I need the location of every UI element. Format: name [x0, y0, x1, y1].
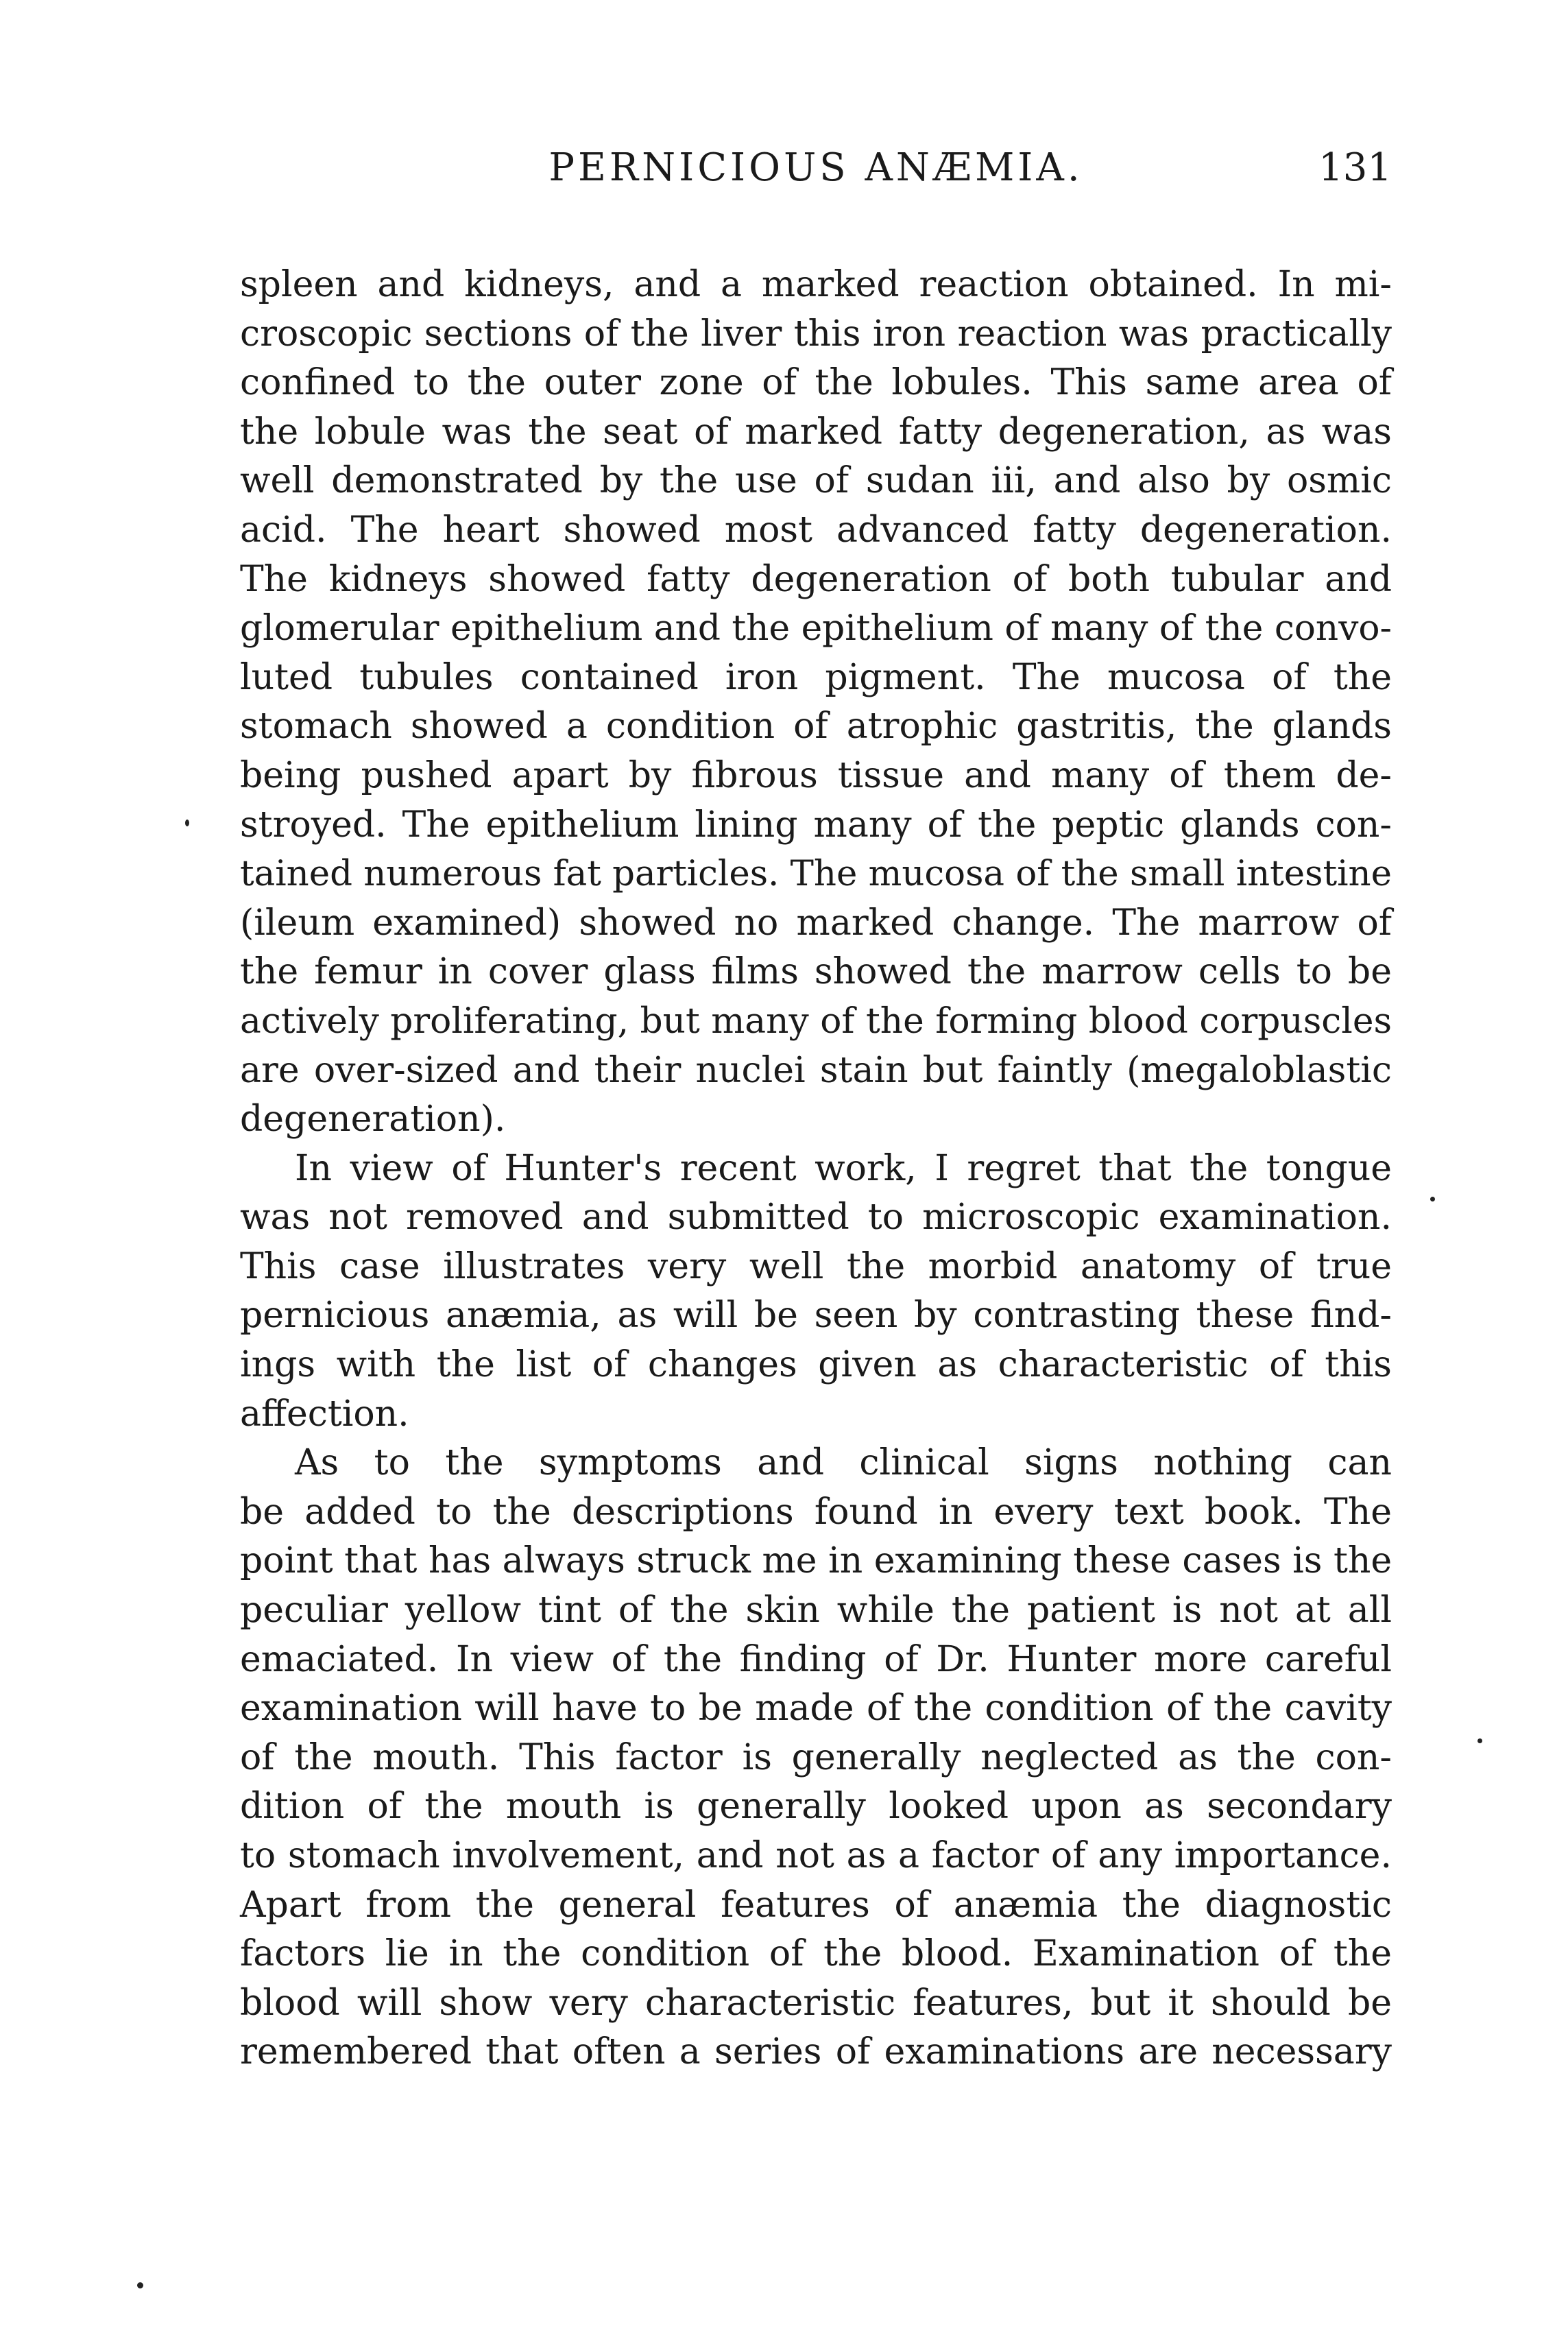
paragraph-1 — [240, 261, 1392, 1145]
text-line: of the mouth. This factor is generally neglected as the con- — [240, 1736, 1392, 1778]
text-line: to stomach involvement, and not as a factor of any importance. — [240, 1835, 1392, 1876]
text-line: stroyed. The epithelium lining many of the peptic glands con- — [240, 804, 1392, 846]
text-line: dition of the mouth is generally looked upon as secondary — [240, 1786, 1392, 1828]
text-line: (ileum examined) showed no marked change. The marrow of — [240, 902, 1392, 944]
text-line: point that has always struck me in examining these cases is the — [240, 1540, 1392, 1582]
text-line: As to the symptoms and clinical signs nothing can — [295, 1442, 1392, 1484]
text-line: degeneration). — [240, 1099, 506, 1140]
text-line: well demonstrated by the use of sudan iii, and also by osmic — [240, 460, 1392, 502]
text-line: emaciated. In view of the finding of Dr. Hunter more careful — [240, 1638, 1392, 1680]
text-line: remembered that often a series of examinations are necessary — [240, 2031, 1392, 2073]
text-line: the femur in cover glass films showed the marrow cells to be — [240, 951, 1392, 993]
text-line: croscopic sections of the liver this iron reaction was practically — [240, 313, 1392, 355]
scan-speck — [1430, 1197, 1435, 1201]
text-line: spleen and kidneys, and a marked reaction obtained. In mi- — [240, 264, 1392, 305]
text-line: factors lie in the condition of the blood. Examination of the — [240, 1933, 1392, 1975]
text-line: glomerular epithelium and the epithelium of many of the convo- — [240, 608, 1392, 649]
text-line: the lobule was the seat of marked fatty degeneration, as was — [240, 411, 1392, 453]
page-header — [240, 130, 1392, 206]
text-line: In view of Hunter's recent work, I regret that the tongue — [295, 1147, 1392, 1189]
text-line: stomach showed a condition of atrophic gastritis, the glands — [240, 706, 1392, 748]
page-number: 131 — [1318, 145, 1392, 190]
text-line: confined to the outer zone of the lobules. This same area of — [240, 362, 1392, 404]
paragraph-2 — [240, 1145, 1392, 1439]
scan-speck — [1477, 1738, 1482, 1743]
paragraph-3 — [240, 1439, 1392, 2077]
scan-speck — [185, 820, 189, 826]
text-line: are over-sized and their nuclei stain but faintly (megaloblastic — [240, 1049, 1392, 1091]
text-line: peculiar yellow tint of the skin while the patient is not at all — [240, 1590, 1392, 1631]
text-line: affection. — [240, 1393, 409, 1435]
text-line: be added to the descriptions found in every text book. The — [240, 1491, 1392, 1533]
text-line: The kidneys showed fatty degeneration of both tubular and — [240, 558, 1392, 600]
text-line: blood will show very characteristic features, but it should be — [240, 1982, 1392, 2024]
text-line: being pushed apart by fibrous tissue and many of them de- — [240, 754, 1392, 796]
text-line: actively proliferating, but many of the forming blood corpuscles — [240, 1000, 1392, 1042]
body-text — [240, 261, 1392, 2077]
text-line: pernicious anæmia, as will be seen by contrasting these find- — [240, 1295, 1392, 1337]
text-line: tained numerous fat particles. The mucosa of the small intestine — [240, 853, 1392, 895]
text-line: was not removed and submitted to microscopic examination. — [240, 1197, 1392, 1239]
text-line: Apart from the general features of anæmia the diagnostic — [240, 1884, 1392, 1926]
scan-speck — [137, 2282, 143, 2288]
text-line: examination will have to be made of the condition of the cavity — [240, 1688, 1392, 1730]
text-line: luted tubules contained iron pigment. The mucosa of the — [240, 656, 1392, 698]
text-line: This case illustrates very well the morbid anatomy of true — [240, 1245, 1392, 1287]
text-line: acid. The heart showed most advanced fatty degeneration. — [240, 509, 1392, 551]
running-title: PERNICIOUS ANÆMIA. — [548, 145, 1083, 190]
text-line: ings with the list of changes given as characteristic of this — [240, 1344, 1392, 1386]
